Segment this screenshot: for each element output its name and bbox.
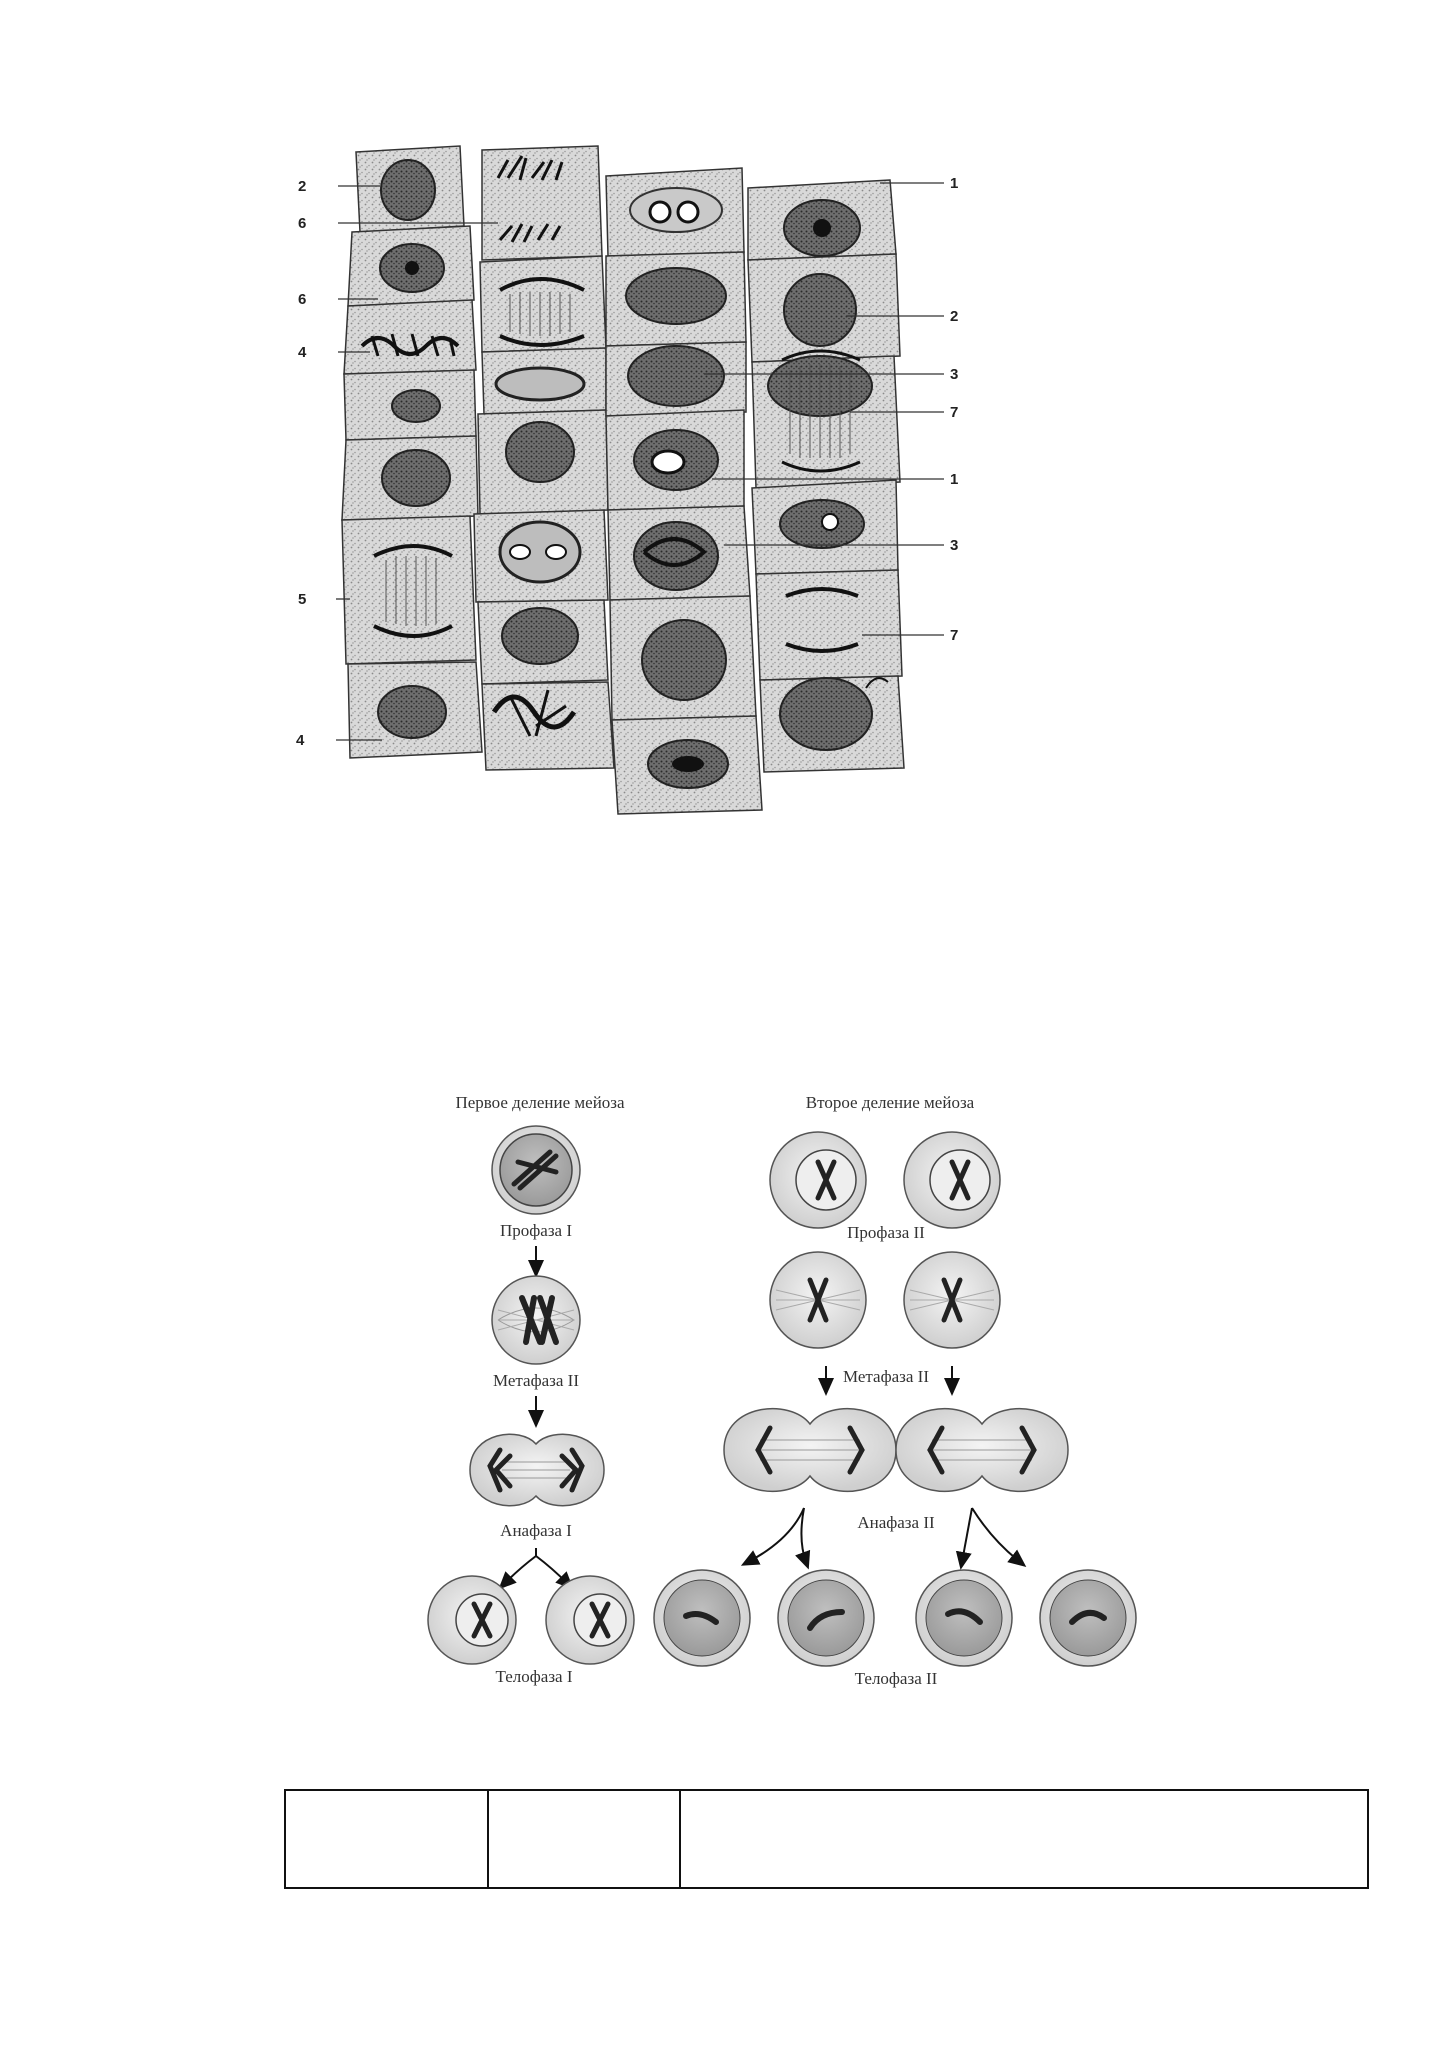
metaphase1-cell: [492, 1276, 580, 1364]
first-division-title: Первое деление мейоза: [455, 1093, 625, 1112]
table-row: [285, 1790, 1368, 1888]
telophase1-caption: Телофаза I: [495, 1667, 573, 1686]
metaphase-left-caption: Метафаза II: [492, 1371, 580, 1390]
metaphase2-cells: [770, 1252, 1000, 1348]
second-division-title: Второе деление мейоза: [805, 1093, 975, 1112]
label-5: 5: [298, 591, 307, 608]
prophase1-cell: [492, 1126, 580, 1214]
arrow: [962, 1508, 972, 1562]
label-1: 1: [950, 175, 959, 192]
arrow: [536, 1556, 568, 1584]
label-1: 1: [950, 471, 959, 488]
anaphase1-cell: [470, 1434, 604, 1505]
anaphase1-caption: Анафаза I: [500, 1521, 572, 1540]
arrow: [801, 1508, 806, 1562]
arrow: [504, 1548, 536, 1584]
label-6: 6: [298, 215, 307, 232]
prophase1-caption: Профаза I: [499, 1221, 573, 1240]
label-4: 4: [298, 344, 307, 361]
prophase2-cells: [770, 1132, 1000, 1228]
label-6: 6: [298, 291, 307, 308]
telophase2-cells: [654, 1570, 1136, 1666]
label-7: 7: [950, 627, 959, 644]
label-2: 2: [950, 308, 959, 325]
table-cell[interactable]: [285, 1790, 488, 1888]
prophase2-caption: Профаза II: [847, 1223, 925, 1242]
telophase1-cells: [428, 1576, 634, 1664]
arrow: [972, 1508, 1020, 1562]
label-3: 3: [950, 366, 959, 383]
label-4: 4: [296, 732, 305, 749]
label-3: 3: [950, 537, 959, 554]
anaphase2-cells: [724, 1409, 1068, 1492]
table-cell[interactable]: [680, 1790, 1368, 1888]
metaphase2-caption: Метафаза II: [842, 1367, 930, 1386]
table-cell[interactable]: [488, 1790, 680, 1888]
label-2: 2: [298, 178, 307, 195]
arrow: [748, 1508, 804, 1562]
label-7: 7: [950, 404, 959, 421]
telophase2-caption: Телофаза II: [854, 1669, 938, 1688]
answer-table: [284, 1789, 1369, 1889]
anaphase2-caption: Анафаза II: [857, 1513, 935, 1532]
